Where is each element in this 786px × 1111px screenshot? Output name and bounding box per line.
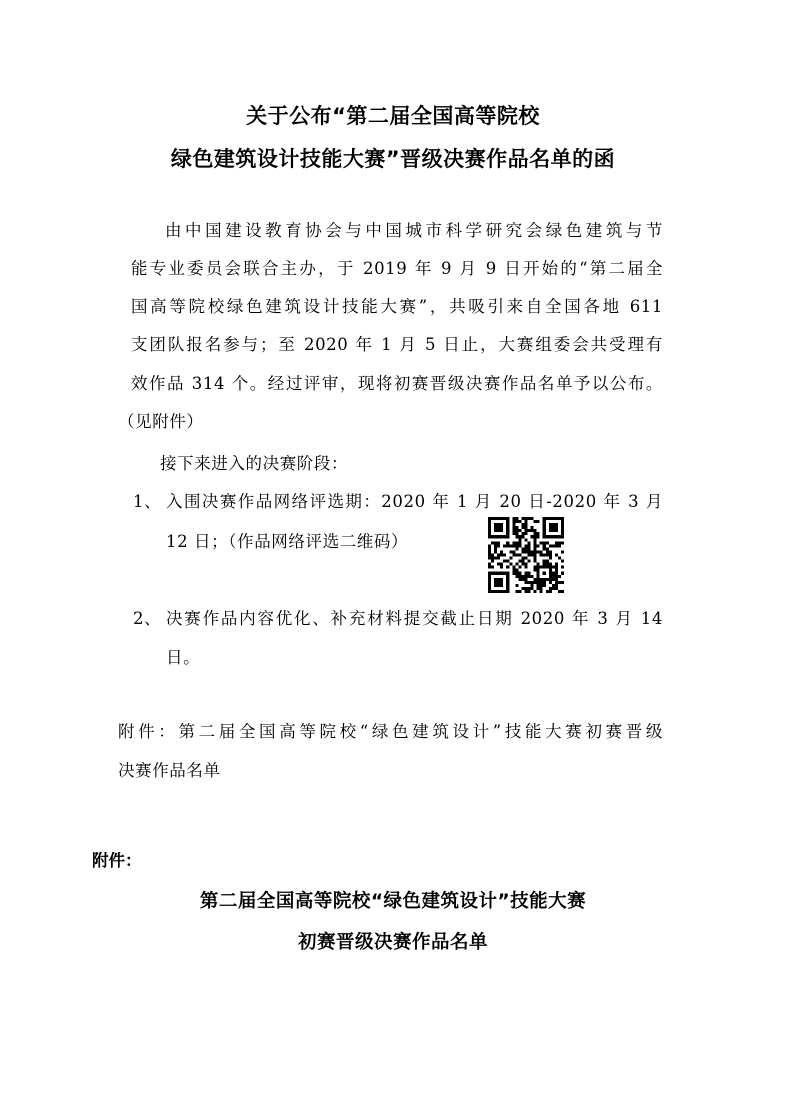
letter-title-line-1: 关于公布“第二届全国高等院校: [246, 104, 540, 128]
next-stage-intro: 接下来进入的决赛阶段：: [160, 454, 349, 473]
attachment-note-line-1: 附件：第二届全国高等院校“绿色建筑设计”技能大赛初赛晋级: [118, 722, 663, 741]
attachment-title-line-2: 初赛晋级决赛作品名单: [297, 932, 488, 953]
body-line-2: 能专业委员会联合主办，于 2019 年 9 月 9 日开始的“第二届全: [131, 259, 663, 278]
attachment-title-line-1: 第二届全国高等院校“绿色建筑设计”技能大赛: [199, 891, 587, 912]
item-1-line-2: 12 日；（作品网络评选二维码）: [166, 532, 409, 551]
item-2-line-2: 日。: [166, 648, 201, 667]
body-line-6: （见附件）: [118, 412, 204, 431]
attachment-note-line-2: 决赛作品名单: [118, 761, 221, 780]
item-1-number: 1、: [133, 492, 162, 511]
letter-title-line-2: 绿色建筑设计技能大赛”晋级决赛作品名单的函: [170, 147, 616, 171]
qr-code-icon[interactable]: [488, 517, 564, 593]
body-line-5: 效作品 314 个。经过评审，现将初赛晋级决赛作品名单予以公布。: [131, 374, 663, 393]
item-2-line-1: 决赛作品内容优化、补充材料提交截止日期 2020 年 3 月 14: [166, 609, 663, 628]
body-line-4: 支团队报名参与；至 2020 年 1 月 5 日止，大赛组委会共受理有: [131, 335, 663, 354]
body-line-3: 国高等院校绿色建筑设计技能大赛”，共吸引来自全国各地 611: [131, 297, 663, 316]
attachment-label: 附件：: [92, 851, 142, 870]
item-1-line-1: 入围决赛作品网络评选期：2020 年 1 月 20 日-2020 年 3 月: [166, 492, 663, 511]
item-2-number: 2、: [133, 609, 162, 628]
body-line-1: 由中国建设教育协会与中国城市科学研究会绿色建筑与节: [165, 221, 663, 240]
